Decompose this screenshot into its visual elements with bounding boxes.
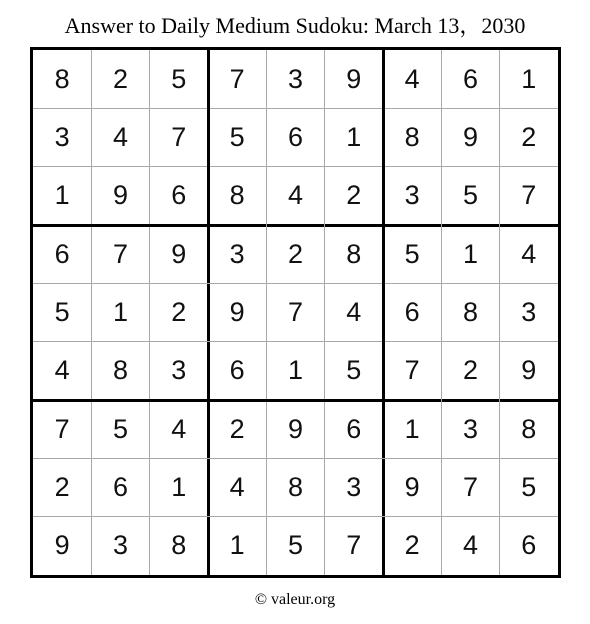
sudoku-cell-r4-c5: 2 bbox=[287, 238, 303, 269]
sudoku-cell-r1-c9: 1 bbox=[521, 63, 537, 94]
sudoku-cell-r6-c5: 1 bbox=[287, 355, 303, 386]
sudoku-cell-r5-c5: 7 bbox=[287, 296, 303, 327]
sudoku-cell-r6-c8: 2 bbox=[462, 355, 478, 386]
sudoku-cell-r6-c7: 7 bbox=[404, 355, 420, 386]
sudoku-cell-r6-c4: 6 bbox=[229, 355, 245, 386]
sudoku-cell-r8-c1: 2 bbox=[54, 471, 70, 502]
sudoku-cell-r5-c1: 5 bbox=[54, 296, 70, 327]
sudoku-cell-r7-c4: 2 bbox=[229, 413, 245, 444]
sudoku-cell-r4-c4: 3 bbox=[229, 238, 245, 269]
sudoku-cell-r4-c1: 6 bbox=[54, 238, 70, 269]
sudoku-cell-r2-c7: 8 bbox=[404, 121, 420, 152]
sudoku-cell-r7-c3: 4 bbox=[171, 413, 187, 444]
sudoku-cell-r8-c8: 7 bbox=[462, 471, 478, 502]
sudoku-cell-r1-c6: 9 bbox=[346, 63, 362, 94]
sudoku-cell-r5-c3: 2 bbox=[171, 296, 187, 327]
sudoku-cell-r5-c9: 3 bbox=[521, 296, 537, 327]
sudoku-cell-r3-c4: 8 bbox=[229, 180, 245, 211]
sudoku-cell-r4-c2: 7 bbox=[112, 238, 128, 269]
sudoku-cell-r4-c6: 8 bbox=[346, 238, 362, 269]
sudoku-cell-r3-c7: 3 bbox=[404, 180, 420, 211]
sudoku-cell-r1-c7: 4 bbox=[404, 63, 420, 94]
sudoku-cell-r9-c8: 4 bbox=[462, 530, 478, 561]
sudoku-cell-r1-c8: 6 bbox=[462, 63, 478, 94]
sudoku-cell-r7-c7: 1 bbox=[404, 413, 420, 444]
sudoku-board bbox=[30, 47, 561, 578]
sudoku-cell-r9-c5: 5 bbox=[287, 530, 303, 561]
sudoku-cell-r3-c2: 9 bbox=[112, 180, 128, 211]
sudoku-cell-r3-c3: 6 bbox=[171, 180, 187, 211]
sudoku-cell-r3-c5: 4 bbox=[287, 180, 303, 211]
sudoku-cell-r4-c7: 5 bbox=[404, 238, 420, 269]
sudoku-cell-r8-c9: 5 bbox=[521, 471, 537, 502]
sudoku-cell-r2-c6: 1 bbox=[346, 121, 362, 152]
sudoku-cell-r2-c2: 4 bbox=[112, 121, 128, 152]
sudoku-cell-r1-c3: 5 bbox=[171, 63, 187, 94]
sudoku-cell-r8-c3: 1 bbox=[171, 471, 187, 502]
sudoku-cell-r1-c4: 7 bbox=[229, 63, 245, 94]
sudoku-cell-r9-c6: 7 bbox=[346, 530, 362, 561]
sudoku-cell-r7-c9: 8 bbox=[521, 413, 537, 444]
sudoku-cell-r2-c8: 9 bbox=[462, 121, 478, 152]
sudoku-cell-r8-c4: 4 bbox=[229, 471, 245, 502]
sudoku-cell-r4-c3: 9 bbox=[171, 238, 187, 269]
page-title: Answer to Daily Medium Sudoku: March 13，2030 bbox=[64, 13, 526, 38]
sudoku-cell-r7-c2: 5 bbox=[112, 413, 128, 444]
sudoku-cell-r7-c5: 9 bbox=[287, 413, 303, 444]
sudoku-cell-r8-c6: 3 bbox=[346, 471, 362, 502]
sudoku-cell-r7-c1: 7 bbox=[54, 413, 70, 444]
sudoku-cell-r8-c7: 9 bbox=[404, 471, 420, 502]
sudoku-cell-r6-c2: 8 bbox=[112, 355, 128, 386]
sudoku-cell-r1-c5: 3 bbox=[287, 63, 303, 94]
sudoku-cell-r6-c1: 4 bbox=[54, 355, 70, 386]
sudoku-cell-r9-c9: 6 bbox=[521, 530, 537, 561]
sudoku-cell-r7-c6: 6 bbox=[346, 413, 362, 444]
sudoku-cell-r4-c8: 1 bbox=[462, 238, 478, 269]
sudoku-cell-r3-c9: 7 bbox=[521, 180, 537, 211]
sudoku-cell-r7-c8: 3 bbox=[462, 413, 478, 444]
sudoku-cell-r1-c1: 8 bbox=[54, 63, 70, 94]
sudoku-cell-r9-c1: 9 bbox=[54, 530, 70, 561]
copyright-footer: © valeur.org bbox=[254, 591, 336, 608]
sudoku-cell-r5-c7: 6 bbox=[404, 296, 420, 327]
sudoku-cell-r5-c6: 4 bbox=[346, 296, 362, 327]
sudoku-cell-r9-c3: 8 bbox=[171, 530, 187, 561]
sudoku-cell-r6-c9: 9 bbox=[521, 355, 537, 386]
sudoku-cell-r2-c9: 2 bbox=[521, 121, 537, 152]
sudoku-cell-r6-c3: 3 bbox=[171, 355, 187, 386]
sudoku-cell-r8-c5: 8 bbox=[287, 471, 303, 502]
sudoku-cell-r8-c2: 6 bbox=[112, 471, 128, 502]
sudoku-cell-r5-c2: 1 bbox=[112, 296, 128, 327]
sudoku-cell-r2-c1: 3 bbox=[54, 121, 70, 152]
sudoku-cell-r5-c8: 8 bbox=[462, 296, 478, 327]
sudoku-cell-r2-c5: 6 bbox=[287, 121, 303, 152]
sudoku-cell-r9-c2: 3 bbox=[112, 530, 128, 561]
sudoku-cell-r2-c3: 7 bbox=[171, 121, 187, 152]
sudoku-cell-r4-c9: 4 bbox=[521, 238, 537, 269]
sudoku-cell-r2-c4: 5 bbox=[229, 121, 245, 152]
sudoku-cell-r3-c8: 5 bbox=[462, 180, 478, 211]
sudoku-cell-r5-c4: 9 bbox=[229, 296, 245, 327]
sudoku-cell-r3-c1: 1 bbox=[54, 180, 70, 211]
sudoku-cell-r9-c7: 2 bbox=[404, 530, 420, 561]
sudoku-cell-r6-c6: 5 bbox=[346, 355, 362, 386]
sudoku-cell-r9-c4: 1 bbox=[229, 530, 245, 561]
sudoku-cell-r3-c6: 2 bbox=[346, 180, 362, 211]
sudoku-cell-r1-c2: 2 bbox=[112, 63, 128, 94]
